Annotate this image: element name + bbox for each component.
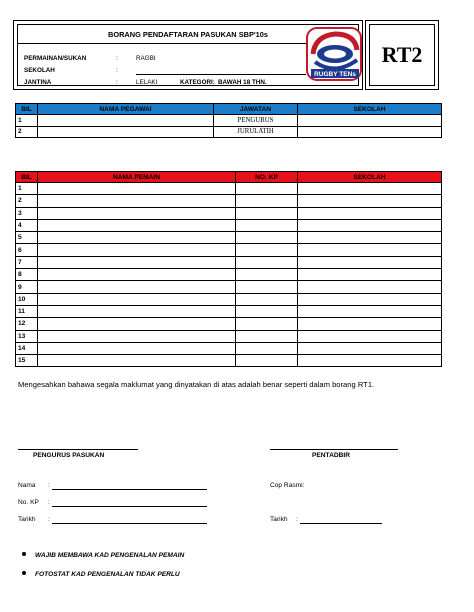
sekolah-cell[interactable]: [298, 195, 442, 207]
table-row: [16, 256, 442, 268]
table-row: [16, 232, 442, 244]
nama-colon: :: [48, 482, 50, 489]
table-row: [16, 183, 442, 195]
row-number: 15: [16, 355, 38, 367]
table-row: [16, 305, 442, 317]
tarikh-field[interactable]: [52, 523, 207, 524]
officials-header-row: [16, 104, 442, 115]
sekolah-cell[interactable]: [298, 219, 442, 231]
jantina-label: JANTINA: [24, 79, 52, 86]
no-kp-cell[interactable]: [236, 342, 298, 354]
admin-signature-line[interactable]: [270, 449, 398, 450]
sekolah-cell[interactable]: [298, 256, 442, 268]
nama-pemain-cell[interactable]: [38, 183, 236, 195]
sekolah-cell[interactable]: [298, 305, 442, 317]
officials-table: [15, 103, 442, 138]
form-title: BORANG PENDAFTARAN PASUKAN SBP'10s: [108, 30, 268, 39]
bullet-icon: [22, 552, 26, 556]
nama-label: Nama: [18, 482, 36, 489]
col-nama-pemain: NAMA PEMAIN: [38, 172, 236, 183]
nokp-label: No. KP: [18, 499, 39, 506]
admin-tarikh-field[interactable]: [300, 523, 382, 524]
row-number: 14: [16, 342, 38, 354]
row-number: 7: [16, 256, 38, 268]
nokp-field[interactable]: [52, 506, 207, 507]
no-kp-cell[interactable]: [236, 219, 298, 231]
col-bil: BIL: [16, 104, 38, 115]
manager-title: PENGURUS PASUKAN: [33, 452, 105, 459]
sekolah-cell[interactable]: [298, 126, 442, 138]
players-header-row: [16, 172, 442, 183]
table-row: [16, 195, 442, 207]
no-kp-cell[interactable]: [236, 256, 298, 268]
tarikh-label: Tarikh: [18, 516, 36, 523]
nama-pemain-cell[interactable]: [38, 244, 236, 256]
no-kp-cell[interactable]: [236, 244, 298, 256]
admin-tarikh-colon: :: [296, 516, 298, 523]
note-text: WAJIB MEMBAWA KAD PENGENALAN PEMAIN: [35, 552, 185, 559]
row-number: 10: [16, 293, 38, 305]
bullet-icon: [22, 571, 26, 575]
table-row: [16, 355, 442, 367]
form-code: RT2: [369, 24, 435, 86]
table-row: [16, 244, 442, 256]
table-row: [16, 281, 442, 293]
admin-title: PENTADBIR: [312, 452, 350, 459]
nama-pemain-cell[interactable]: [38, 207, 236, 219]
sekolah-colon: :: [116, 67, 118, 74]
row-number: 1: [16, 115, 38, 127]
rugby-tens-logo: [305, 24, 363, 86]
sekolah-cell[interactable]: [298, 342, 442, 354]
row-number: 8: [16, 269, 38, 281]
tarikh-colon: :: [48, 516, 50, 523]
sekolah-cell[interactable]: [298, 293, 442, 305]
note-text: FOTOSTAT KAD PENGENALAN TIDAK PERLU: [35, 571, 180, 578]
jawatan-cell: JURULATIH: [214, 126, 298, 138]
sekolah-cell[interactable]: [298, 330, 442, 342]
nama-pegawai-cell[interactable]: [38, 126, 214, 138]
no-kp-cell[interactable]: [236, 269, 298, 281]
nama-pemain-cell[interactable]: [38, 305, 236, 317]
table-row: [16, 126, 442, 138]
sekolah-cell[interactable]: [298, 183, 442, 195]
nama-pemain-cell[interactable]: [38, 293, 236, 305]
col-jawatan: JAWATAN: [214, 104, 298, 115]
permainan-value[interactable]: RAGBI: [136, 55, 156, 62]
nokp-colon: :: [48, 499, 50, 506]
jantina-value[interactable]: LELAKI: [136, 79, 158, 86]
nama-pemain-cell[interactable]: [38, 219, 236, 231]
nama-pemain-cell[interactable]: [38, 232, 236, 244]
nama-pemain-cell[interactable]: [38, 342, 236, 354]
no-kp-cell[interactable]: [236, 355, 298, 367]
col-nama-pegawai: NAMA PEGAWAI: [38, 104, 214, 115]
col-no-kp: NO. KP: [236, 172, 298, 183]
row-number: 1: [16, 183, 38, 195]
col-sekolah: SEKOLAH: [298, 104, 442, 115]
permainan-label: PERMAINAN/SUKAN: [24, 55, 87, 62]
no-kp-cell[interactable]: [236, 305, 298, 317]
sekolah-label: SEKOLAH: [24, 67, 55, 74]
sekolah-cell[interactable]: [298, 244, 442, 256]
nama-pegawai-cell[interactable]: [38, 115, 214, 127]
jantina-colon: :: [116, 79, 118, 86]
no-kp-cell[interactable]: [236, 330, 298, 342]
logo-text: RUGBY TENs: [314, 71, 356, 78]
no-kp-cell[interactable]: [236, 281, 298, 293]
sekolah-cell[interactable]: [298, 232, 442, 244]
no-kp-cell[interactable]: [236, 183, 298, 195]
sekolah-underline: [136, 74, 306, 75]
kategori-label: KATEGORI:: [180, 79, 215, 86]
admin-tarikh-label: Tarikh: [270, 516, 288, 523]
sekolah-cell[interactable]: [298, 115, 442, 127]
row-number: 5: [16, 232, 38, 244]
row-number: 2: [16, 195, 38, 207]
sekolah-cell[interactable]: [298, 281, 442, 293]
manager-signature-line[interactable]: [18, 449, 138, 450]
row-number: 6: [16, 244, 38, 256]
no-kp-cell[interactable]: [236, 207, 298, 219]
no-kp-cell[interactable]: [236, 232, 298, 244]
row-number: 12: [16, 318, 38, 330]
jawatan-cell: PENGURUS: [214, 115, 298, 127]
no-kp-cell[interactable]: [236, 318, 298, 330]
row-number: 4: [16, 219, 38, 231]
table-row: [16, 219, 442, 231]
nama-field[interactable]: [52, 489, 207, 490]
sekolah-cell[interactable]: [298, 355, 442, 367]
nama-pemain-cell[interactable]: [38, 318, 236, 330]
table-row: [16, 318, 442, 330]
nama-pemain-cell[interactable]: [38, 256, 236, 268]
row-number: 11: [16, 305, 38, 317]
no-kp-cell[interactable]: [236, 293, 298, 305]
kategori-value[interactable]: BAWAH 18 THN.: [218, 79, 267, 86]
table-row: [16, 293, 442, 305]
table-row: [16, 269, 442, 281]
row-number: 13: [16, 330, 38, 342]
players-table: [15, 171, 442, 367]
table-row: [16, 207, 442, 219]
cop-rasmi-label: Cop Rasmi:: [270, 482, 305, 489]
table-row: [16, 330, 442, 342]
col-sekolah: SEKOLAH: [298, 172, 442, 183]
nama-pemain-cell[interactable]: [38, 355, 236, 367]
row-number: 2: [16, 126, 38, 138]
nama-pemain-cell[interactable]: [38, 195, 236, 207]
declaration-text: Mengesahkan bahawa segala maklumat yang dinyatakan di atas adalah benar seperti dalam borang RT1.: [18, 380, 375, 389]
sekolah-cell[interactable]: [298, 269, 442, 281]
sekolah-cell[interactable]: [298, 207, 442, 219]
nama-pemain-cell[interactable]: [38, 281, 236, 293]
nama-pemain-cell[interactable]: [38, 330, 236, 342]
form-code-box: [365, 20, 439, 90]
note-item: [22, 552, 184, 559]
note-item: [22, 571, 180, 578]
table-row: [16, 342, 442, 354]
sekolah-cell[interactable]: [298, 318, 442, 330]
col-bil: BIL: [16, 172, 38, 183]
row-number: 3: [16, 207, 38, 219]
permainan-colon: :: [116, 55, 118, 62]
no-kp-cell[interactable]: [236, 195, 298, 207]
row-number: 9: [16, 281, 38, 293]
nama-pemain-cell[interactable]: [38, 269, 236, 281]
table-row: [16, 115, 442, 127]
